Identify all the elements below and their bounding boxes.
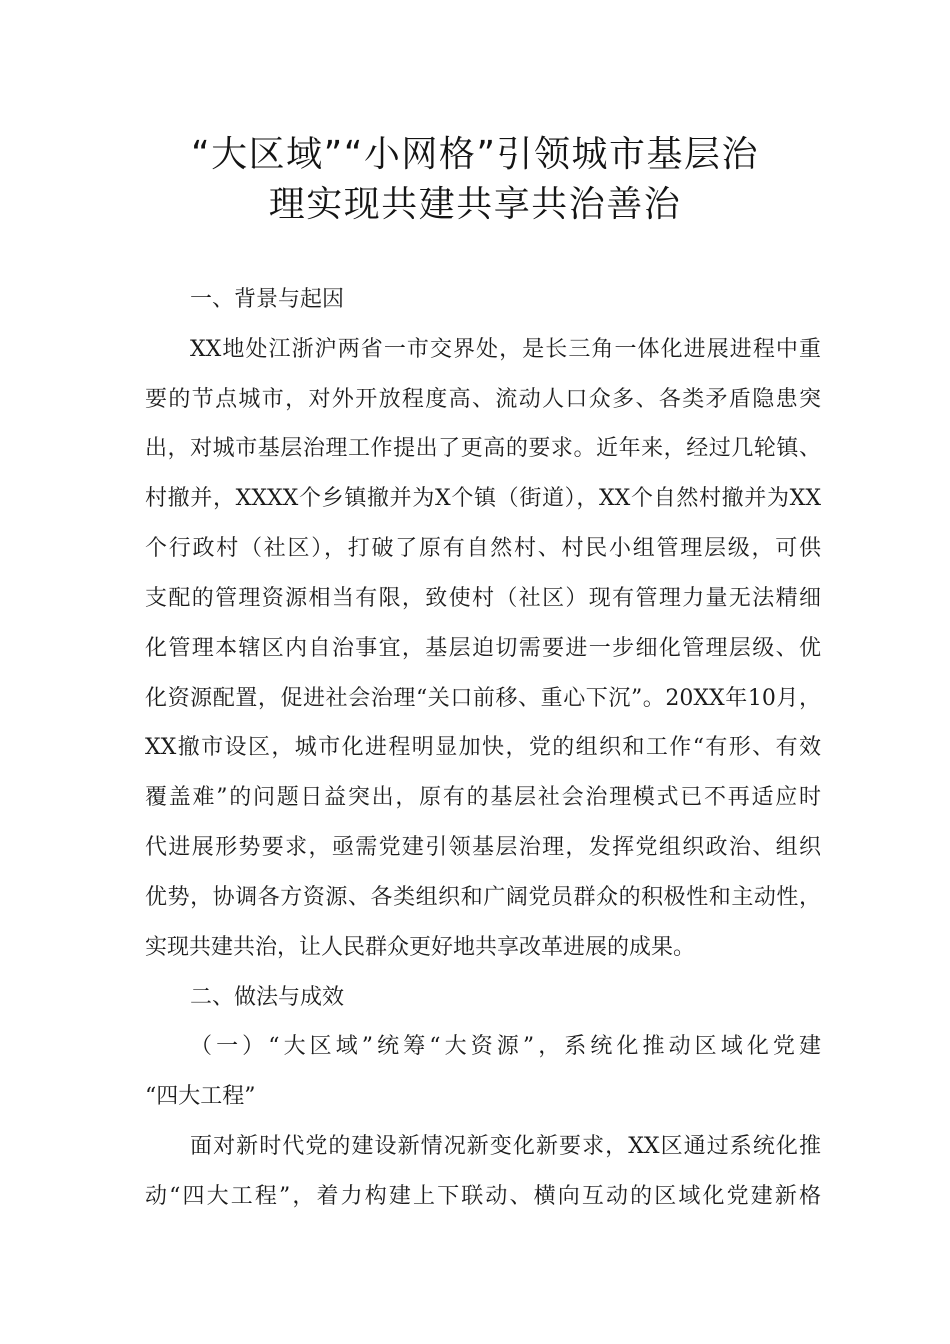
paragraph-line: XX撤市设区，城市化进程明显加快，党的组织和工作“有形、有效 (145, 735, 821, 761)
title-line: “大区域”“小网格”引领城市基层治 (190, 134, 760, 175)
title-line: 理实现共建共享共治善治 (268, 184, 682, 225)
subsection-heading: （一）“大区域”统筹“大资源”，系统化推动区域化党建 (190, 1034, 821, 1060)
paragraph-line: 覆盖难”的问题日益突出，原有的基层社会治理模式已不再适应时 (145, 785, 821, 811)
paragraph-line: 动“四大工程”，着力构建上下联动、横向互动的区域化党建新格 (145, 1183, 821, 1209)
paragraph-line: 实现共建共治，让人民群众更好地共享改革进展的成果。 (145, 934, 696, 960)
paragraph-line: 支配的管理资源相当有限，致使村（社区）现有管理力量无法精细 (145, 585, 821, 611)
paragraph-line: 面对新时代党的建设新情况新变化新要求，XX区通过系统化推 (190, 1134, 821, 1160)
document-title (0, 130, 950, 230)
paragraph-line: XX地处江浙沪两省一市交界处，是长三角一体化进展进程中重 (190, 336, 821, 362)
paragraph-line: 优势，协调各方资源、各类组织和广阔党员群众的积极性和主动性， (145, 884, 821, 910)
paragraph-line: 化管理本辖区内自治事宜，基层迫切需要进一步细化管理层级、优 (145, 635, 821, 661)
paragraph-line: 个行政村（社区），打破了原有自然村、村民小组管理层级，可供 (145, 536, 821, 562)
subsection-heading: “四大工程” (145, 1084, 256, 1110)
paragraph-line: 村撤并，XXXX个乡镇撤并为X个镇（街道），XX个自然村撤并为XX (145, 486, 821, 512)
section-heading: 二、做法与成效 (190, 984, 345, 1010)
document-body (145, 275, 821, 1222)
paragraph-line: 出，对城市基层治理工作提出了更高的要求。近年来，经过几轮镇、 (145, 436, 821, 462)
section-heading: 一、背景与起因 (190, 287, 345, 312)
paragraph-line: 化资源配置，促进社会治理“关口前移、重心下沉”。20XX年10月， (145, 685, 821, 711)
paragraph-line: 代进展形势要求，亟需党建引领基层治理，发挥党组织政治、组织 (145, 835, 821, 861)
paragraph-line: 要的节点城市，对外开放程度高、流动人口众多、各类矛盾隐患突 (145, 386, 821, 412)
